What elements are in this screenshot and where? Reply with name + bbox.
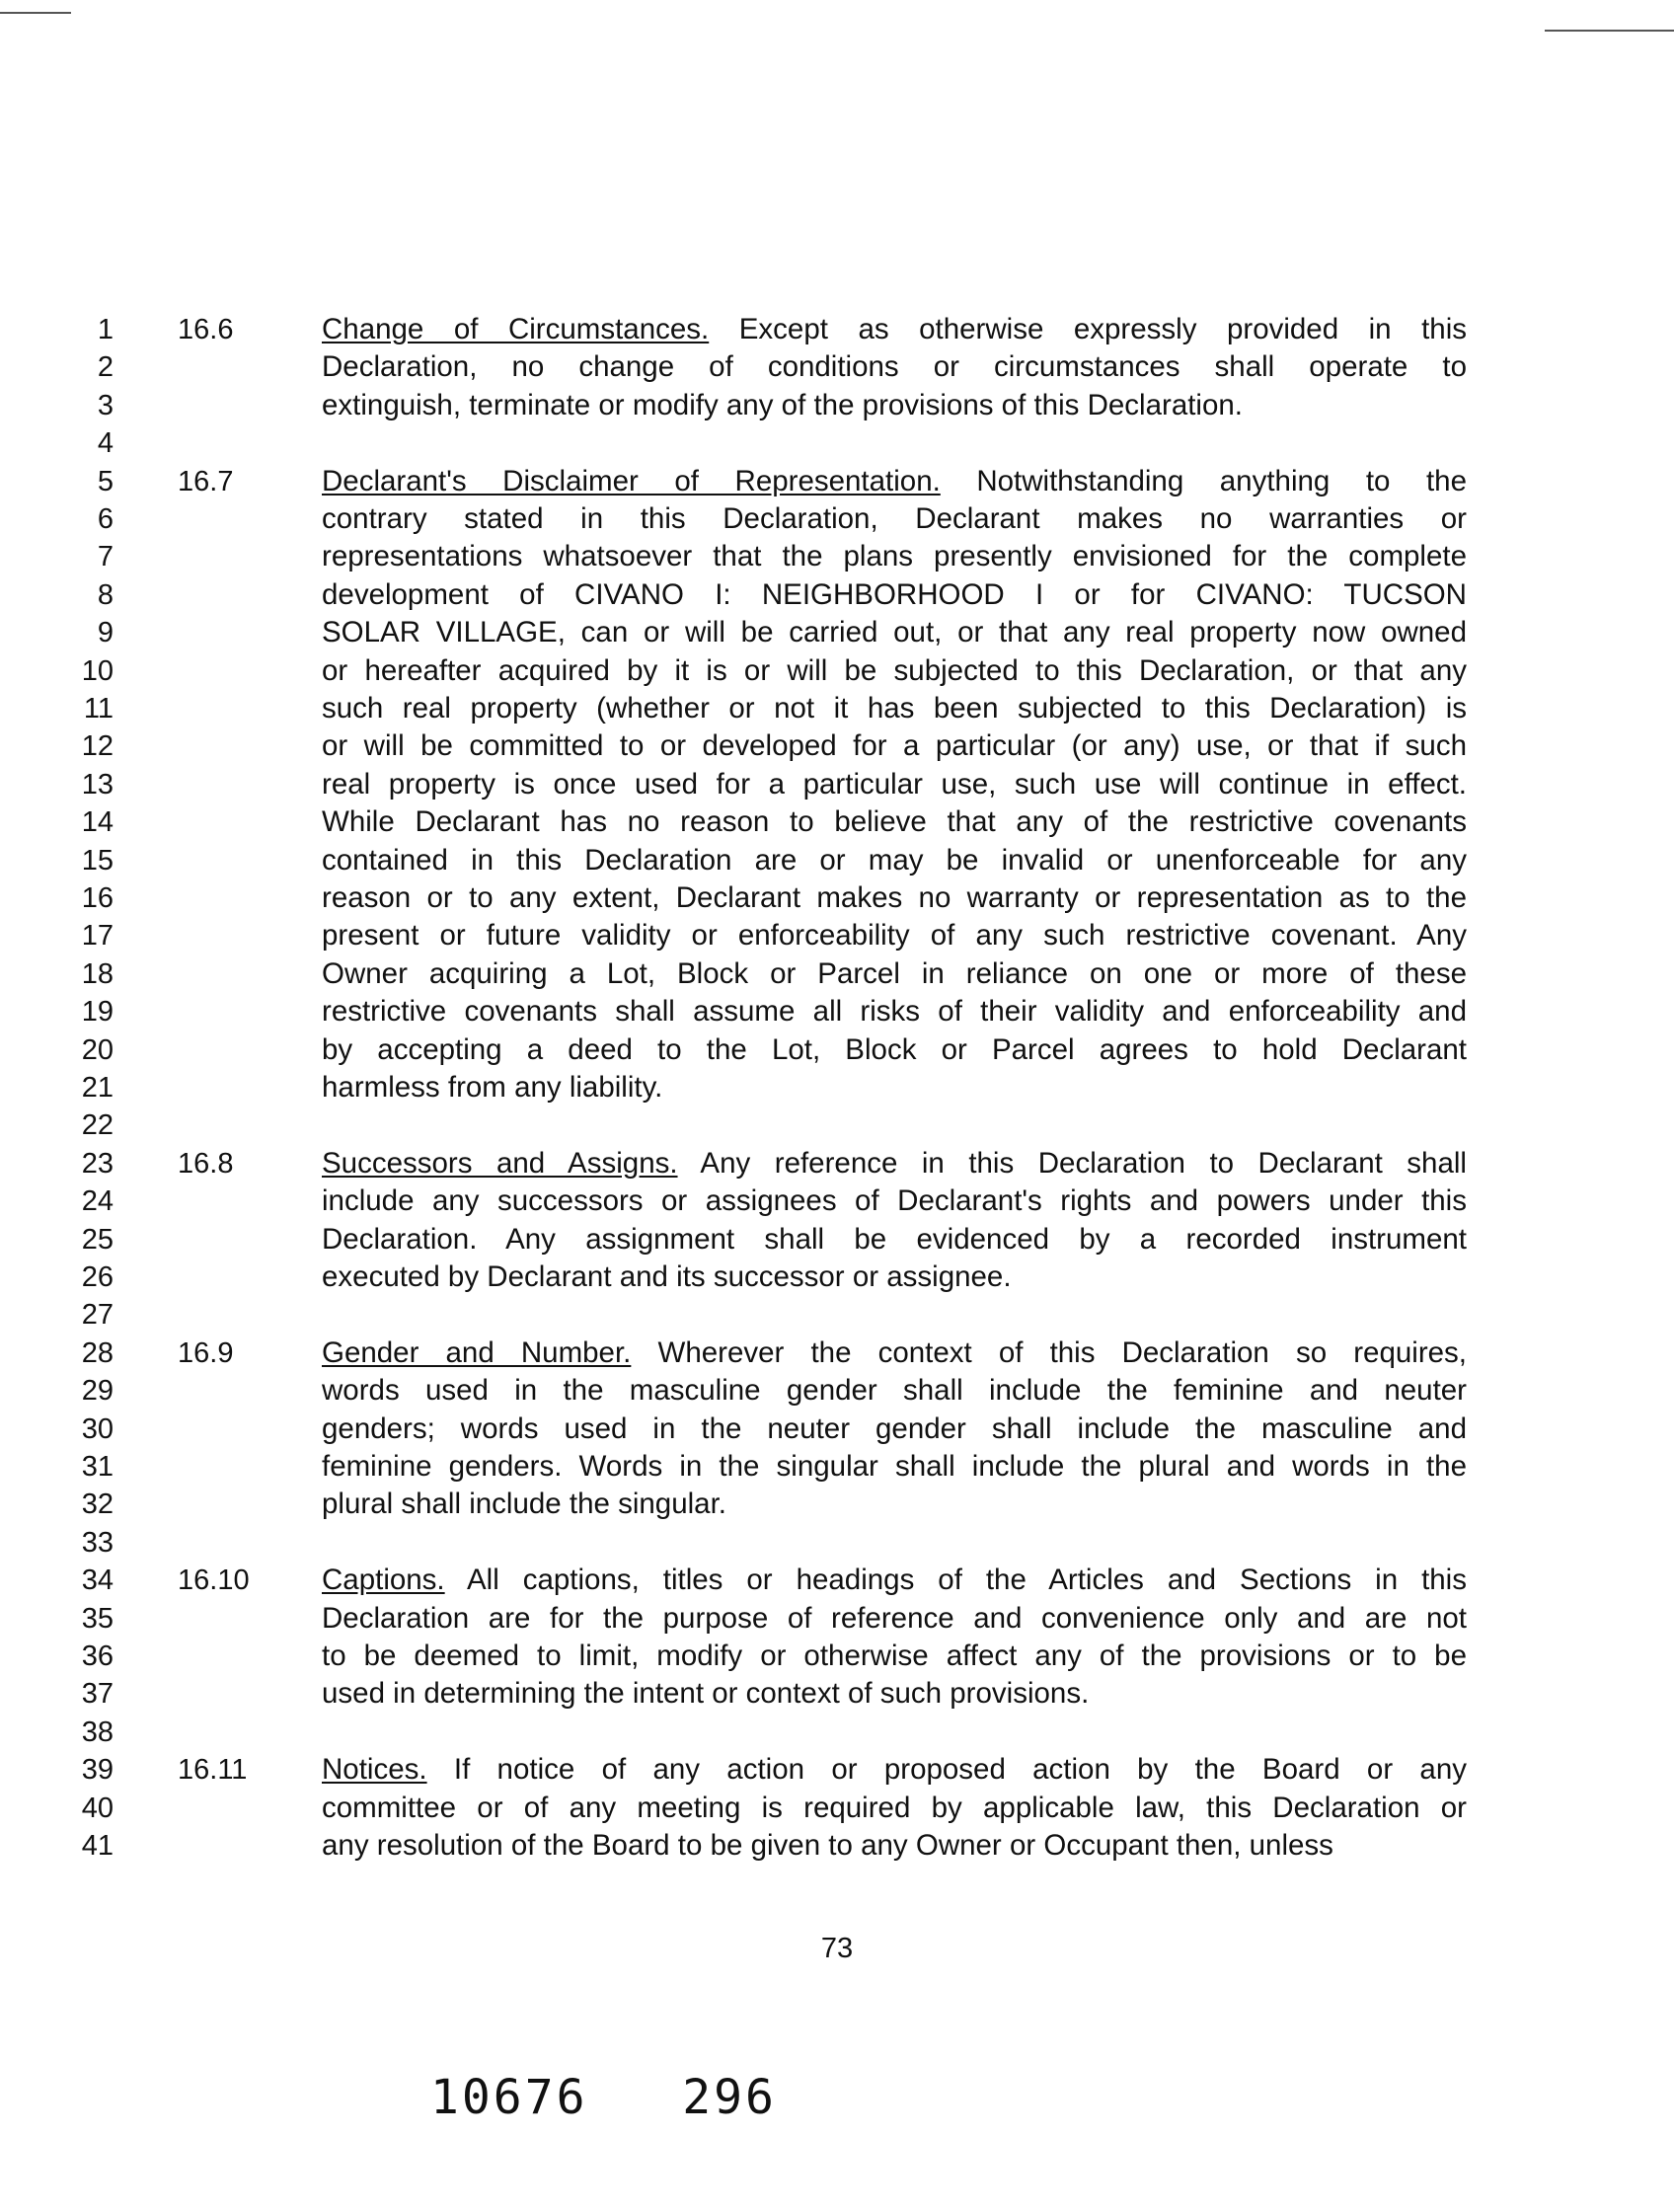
text-line-content: committee or of any meeting is required by applicable law, this Declaration or bbox=[322, 1791, 1467, 1824]
line-number: 36 bbox=[81, 1640, 114, 1672]
text-line-content: Except as otherwise expressly provided in this bbox=[738, 313, 1468, 345]
line-number: 17 bbox=[81, 920, 114, 953]
line-number: 12 bbox=[81, 730, 114, 763]
text-line-content: If notice of any action or proposed action by the Board or any bbox=[453, 1753, 1467, 1787]
text-line-content: Any reference in this Declaration to Declarant shall bbox=[700, 1146, 1467, 1180]
text-line-content: plural shall include the singular. bbox=[322, 1487, 726, 1521]
text-line-content: Wherever the context of this Declaration so requires, bbox=[657, 1335, 1467, 1369]
text-line bbox=[322, 1032, 1467, 1068]
line-number: 30 bbox=[81, 1412, 114, 1445]
line-number: 22 bbox=[81, 1109, 114, 1142]
text-line-content: used in determining the intent or context of such provisions. bbox=[322, 1677, 1090, 1711]
line-number: 18 bbox=[81, 957, 114, 990]
text-line-content: SOLAR VILLAGE, can or will be carried out, or that any real property now owned bbox=[322, 616, 1467, 649]
text-line-content: executed by Declarant and its successor or assignee. bbox=[322, 1260, 1012, 1293]
text-line bbox=[322, 388, 1467, 423]
text-line-content: While Declarant has no reason to believe that any of the restrictive covenants bbox=[322, 805, 1467, 839]
text-line bbox=[322, 1259, 1467, 1295]
line-number: 14 bbox=[81, 806, 114, 839]
section-heading: Captions. bbox=[322, 1564, 445, 1597]
text-line-content: words used in the masculine gender shall include the feminine and neuter bbox=[322, 1374, 1467, 1408]
text-line bbox=[322, 691, 1467, 726]
text-line-content: representations whatsoever that the plans presently envisioned for the complete bbox=[322, 540, 1467, 573]
text-line bbox=[322, 1222, 1467, 1258]
text-line-content: real property is once used for a particular use, such use will continue in effect. bbox=[322, 767, 1467, 801]
line-number: 9 bbox=[97, 617, 114, 649]
line-number: 3 bbox=[97, 389, 114, 421]
recording-book: 10676 bbox=[430, 2070, 588, 2125]
line-number: 20 bbox=[81, 1033, 114, 1066]
line-number: 33 bbox=[81, 1526, 114, 1559]
text-line-content: All captions, titles or headings of the Articles and Sections in this bbox=[466, 1564, 1467, 1597]
text-line bbox=[322, 1639, 1467, 1674]
section-number: 16.6 bbox=[178, 314, 234, 345]
line-number: 16 bbox=[81, 882, 114, 914]
top-right-scan-rule bbox=[1545, 30, 1674, 32]
text-line bbox=[322, 994, 1467, 1030]
text-line-content: Owner acquiring a Lot, Block or Parcel in reliance on one or more of these bbox=[322, 956, 1467, 990]
recording-stamp bbox=[430, 2070, 777, 2125]
text-line bbox=[322, 1752, 1467, 1788]
text-line bbox=[322, 653, 1467, 689]
line-number: 35 bbox=[81, 1602, 114, 1635]
line-number: 39 bbox=[81, 1754, 114, 1787]
text-line-content: reason or to any extent, Declarant makes no warranty or representation as to the bbox=[322, 881, 1467, 914]
line-number: 23 bbox=[81, 1147, 114, 1180]
section-number: 16.8 bbox=[178, 1147, 234, 1180]
line-number: 19 bbox=[81, 996, 114, 1029]
line-number: 11 bbox=[83, 693, 114, 725]
line-number: 6 bbox=[97, 503, 114, 535]
line-number: 34 bbox=[81, 1564, 114, 1597]
text-line-content: contained in this Declaration are or may be invalid or unenforceable for any bbox=[322, 843, 1467, 877]
text-line bbox=[322, 1676, 1467, 1712]
text-line bbox=[322, 1183, 1467, 1219]
text-line bbox=[322, 918, 1467, 953]
text-line bbox=[322, 464, 1467, 499]
text-line-content: or hereafter acquired by it is or will be subjected to this Declaration, or that any bbox=[322, 653, 1467, 687]
text-line bbox=[322, 1828, 1467, 1864]
text-line bbox=[322, 767, 1467, 802]
text-line-content: extinguish, terminate or modify any of the provisions of this Declaration. bbox=[322, 388, 1243, 421]
text-line bbox=[322, 1601, 1467, 1637]
section-heading: Gender and Number. bbox=[322, 1335, 632, 1369]
text-line-content: such real property (whether or not it has been subjected to this Declaration) is bbox=[322, 692, 1467, 725]
text-line-content: to be deemed to limit, modify or otherwise affect any of the provisions or to be bbox=[322, 1640, 1467, 1672]
text-line-content: genders; words used in the neuter gender shall include the masculine and bbox=[322, 1411, 1467, 1445]
section-number: 16.9 bbox=[178, 1336, 234, 1369]
text-line bbox=[322, 1335, 1467, 1371]
text-line-content: Declaration. Any assignment shall be evidenced by a recorded instrument bbox=[322, 1222, 1467, 1256]
text-line-content: by accepting a deed to the Lot, Block or Parcel agrees to hold Declarant bbox=[322, 1032, 1467, 1066]
section-number: 16.7 bbox=[178, 465, 234, 497]
text-line bbox=[322, 956, 1467, 992]
text-line bbox=[322, 1449, 1467, 1485]
page-number: 73 bbox=[820, 1933, 854, 1964]
section-heading: Declarant's Disclaimer of Representation. bbox=[322, 464, 941, 497]
text-line bbox=[322, 349, 1467, 385]
text-line bbox=[322, 843, 1467, 878]
line-number: 28 bbox=[81, 1336, 114, 1369]
text-line-content: development of CIVANO I: NEIGHBORHOOD I or for CIVANO: TUCSON bbox=[322, 577, 1467, 611]
text-line-content: harmless from any liability. bbox=[322, 1071, 663, 1104]
line-number: 41 bbox=[81, 1830, 114, 1862]
text-line bbox=[322, 1563, 1467, 1598]
section-heading: Successors and Assigns. bbox=[322, 1146, 678, 1180]
line-number: 27 bbox=[81, 1299, 114, 1332]
text-line bbox=[322, 1791, 1467, 1826]
text-line-content: or will be committed to or developed for a particular (or any) use, or that if such bbox=[322, 729, 1467, 763]
top-left-scan-rule bbox=[0, 12, 71, 14]
text-line-content: present or future validity or enforceability of any such restrictive covenant. Any bbox=[322, 919, 1467, 953]
text-line bbox=[322, 1411, 1467, 1447]
text-line bbox=[322, 615, 1467, 650]
text-line bbox=[322, 1070, 1467, 1106]
line-number: 7 bbox=[97, 541, 114, 573]
text-line bbox=[322, 501, 1467, 537]
section-heading: Change of Circumstances. bbox=[322, 313, 710, 345]
line-number: 13 bbox=[81, 768, 114, 801]
text-line bbox=[322, 728, 1467, 764]
line-number: 25 bbox=[81, 1223, 114, 1256]
text-line-content: Notwithstanding anything to the bbox=[976, 464, 1467, 497]
line-number: 10 bbox=[81, 654, 114, 687]
line-number: 24 bbox=[81, 1185, 114, 1218]
line-number: 2 bbox=[97, 351, 114, 384]
line-number: 38 bbox=[81, 1716, 114, 1748]
line-number: 15 bbox=[81, 844, 114, 877]
line-number: 26 bbox=[81, 1261, 114, 1293]
text-line bbox=[322, 1487, 1467, 1522]
line-number: 40 bbox=[81, 1792, 114, 1824]
text-line-content: restrictive covenants shall assume all risks of their validity and enforceability and bbox=[322, 995, 1467, 1029]
text-line-content: feminine genders. Words in the singular shall include the plural and words in the bbox=[322, 1450, 1467, 1483]
text-line bbox=[322, 880, 1467, 916]
line-number: 31 bbox=[81, 1451, 114, 1483]
text-line bbox=[322, 539, 1467, 574]
section-number: 16.11 bbox=[178, 1754, 248, 1787]
text-line-content: contrary stated in this Declaration, Declarant makes no warranties or bbox=[322, 502, 1467, 535]
text-line-content: Declaration are for the purpose of reference and convenience only and are not bbox=[322, 1601, 1467, 1635]
line-number: 37 bbox=[81, 1678, 114, 1711]
section-heading: Notices. bbox=[322, 1753, 427, 1787]
text-line-content: any resolution of the Board to be given to any Owner or Occupant then, unless bbox=[322, 1829, 1333, 1862]
text-line-content: include any successors or assignees of Declarant's rights and powers under this bbox=[322, 1184, 1467, 1218]
text-line bbox=[322, 577, 1467, 613]
text-line-content: Declaration, no change of conditions or circumstances shall operate to bbox=[322, 350, 1467, 384]
text-line bbox=[322, 804, 1467, 840]
line-number: 32 bbox=[81, 1488, 114, 1521]
line-number: 5 bbox=[97, 465, 114, 497]
line-number: 21 bbox=[81, 1072, 114, 1104]
text-line bbox=[322, 312, 1467, 347]
text-line bbox=[322, 1146, 1467, 1182]
text-line bbox=[322, 1373, 1467, 1409]
line-number: 4 bbox=[97, 427, 114, 460]
section-number: 16.10 bbox=[178, 1564, 250, 1597]
line-number: 1 bbox=[97, 314, 114, 345]
line-number: 29 bbox=[81, 1375, 114, 1408]
line-number: 8 bbox=[97, 578, 114, 611]
recording-page: 296 bbox=[682, 2070, 777, 2125]
